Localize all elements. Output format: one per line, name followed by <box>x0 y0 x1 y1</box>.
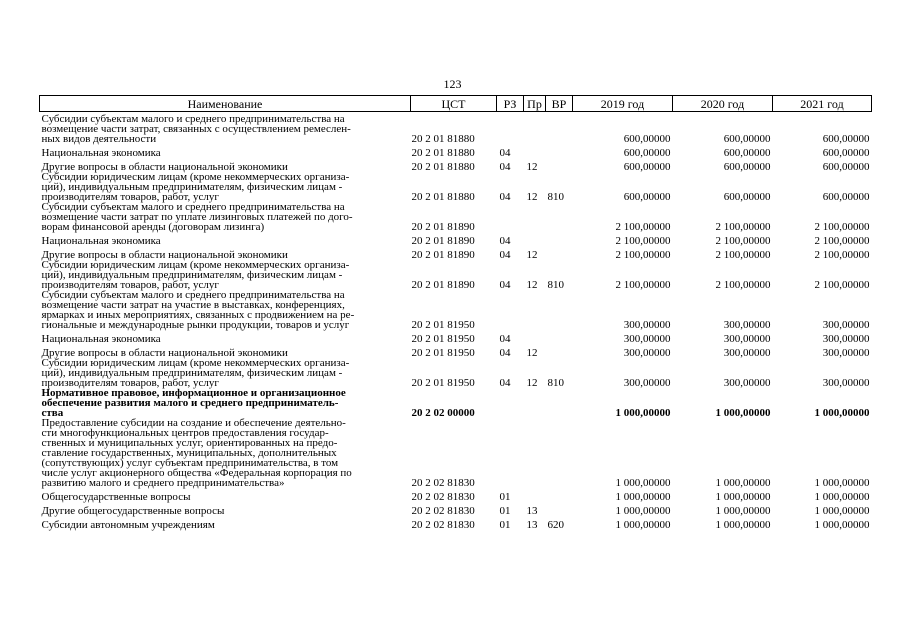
cell-2019: 2 100,00000 <box>615 249 671 261</box>
name-line: возмещение части затрат на участие в выставках, конференциях, <box>41 299 345 311</box>
name-line: (сопутствующих) услуг субъектам предпринимательства, в том <box>41 457 339 469</box>
cell-vr <box>546 488 573 502</box>
cell-name <box>40 158 411 172</box>
cell-pr <box>524 202 546 232</box>
table-row <box>40 344 872 358</box>
name-line: Субсидии юридическим лицам (кроме некоммерческих организа- <box>41 171 350 183</box>
cell-2019: 600,00000 <box>623 161 671 173</box>
cell-name <box>40 358 411 388</box>
cell-2021: 600,00000 <box>822 161 870 173</box>
cell-2021: 2 100,00000 <box>814 221 870 233</box>
header-name: Наименование <box>40 96 411 112</box>
name-line: Предоставление субсидии на создание и обеспечение деятельно- <box>41 417 346 429</box>
table-row <box>40 202 872 232</box>
cell-2021: 1 000,00000 <box>814 407 870 419</box>
cell-pr: 12 <box>526 347 538 359</box>
cell-2019: 300,00000 <box>623 319 671 331</box>
name-line: ных видов деятельности <box>41 133 157 145</box>
cell-2021: 1 000,00000 <box>814 477 870 489</box>
cell-2021: 300,00000 <box>822 377 870 389</box>
cell-vr <box>546 232 573 246</box>
name-line: Субсидии юридическим лицам (кроме некоммерческих организа- <box>41 357 350 369</box>
cell-rz <box>497 290 524 330</box>
cell-cst: 20 2 02 81830 <box>411 491 475 503</box>
table-row <box>40 358 872 388</box>
cell-rz: 04 <box>499 161 511 173</box>
cell-pr: 12 <box>526 249 538 261</box>
name-line: Национальная экономика <box>41 235 161 247</box>
cell-2021: 1 000,00000 <box>814 505 870 517</box>
cell-name <box>40 516 411 530</box>
cell-name <box>40 488 411 502</box>
name-line: обеспечение развития малого и среднего предприниматель- <box>41 397 339 409</box>
table-row <box>40 260 872 290</box>
cell-2021: 300,00000 <box>822 347 870 359</box>
name-line: Субсидии субъектам малого и среднего предпринимательства на <box>41 113 345 125</box>
cell-2019: 2 100,00000 <box>615 221 671 233</box>
cell-2019: 1 000,00000 <box>615 491 671 503</box>
cell-2019: 300,00000 <box>623 377 671 389</box>
name-line: Нормативное правовое, информационное и организационное <box>41 387 346 399</box>
cell-rz: 04 <box>499 147 511 159</box>
name-line: Общегосударственные вопросы <box>41 491 191 503</box>
cell-2019: 600,00000 <box>623 191 671 203</box>
cell-pr: 12 <box>526 377 538 389</box>
cell-2020: 1 000,00000 <box>715 491 771 503</box>
cell-rz: 04 <box>499 347 511 359</box>
table-row <box>40 516 872 530</box>
cell-rz: 04 <box>499 191 511 203</box>
name-line: Другие вопросы в области национальной экономики <box>41 249 288 261</box>
cell-2020: 600,00000 <box>723 133 771 145</box>
cell-vr <box>546 344 573 358</box>
cell-vr <box>546 112 573 145</box>
name-line: сти многофункциональных центров предоставления государ- <box>41 427 329 439</box>
cell-vr <box>546 418 573 488</box>
cell-2020: 1 000,00000 <box>715 477 771 489</box>
cell-name <box>40 232 411 246</box>
cell-rz: 04 <box>499 235 511 247</box>
cell-pr <box>524 330 546 344</box>
header-cst: ЦСТ <box>411 96 497 112</box>
cell-2021: 2 100,00000 <box>814 249 870 261</box>
cell-pr <box>524 418 546 488</box>
cell-vr <box>546 246 573 260</box>
cell-2021: 300,00000 <box>822 319 870 331</box>
cell-cst: 20 2 01 81890 <box>411 249 475 261</box>
name-line: Национальная экономика <box>41 147 161 159</box>
cell-rz <box>497 418 524 488</box>
cell-cst: 20 2 02 81830 <box>411 519 475 531</box>
cell-2019: 2 100,00000 <box>615 279 671 291</box>
name-line: производителям товаров, работ, услуг <box>41 279 219 291</box>
cell-2019: 300,00000 <box>623 333 671 345</box>
cell-rz: 04 <box>499 249 511 261</box>
cell-2021: 600,00000 <box>822 191 870 203</box>
cell-pr: 12 <box>526 279 538 291</box>
cell-2020: 600,00000 <box>723 161 771 173</box>
name-line: Субсидии юридическим лицам (кроме некоммерческих организа- <box>41 259 350 271</box>
cell-cst: 20 2 01 81950 <box>411 347 475 359</box>
cell-name <box>40 144 411 158</box>
cell-cst: 20 2 01 81890 <box>411 235 475 247</box>
header-row <box>40 96 872 112</box>
cell-vr <box>546 330 573 344</box>
cell-2021: 600,00000 <box>822 147 870 159</box>
cell-name <box>40 330 411 344</box>
cell-cst: 20 2 01 81880 <box>411 161 475 173</box>
cell-name <box>40 112 411 145</box>
cell-cst: 20 2 01 81890 <box>411 221 475 233</box>
cell-name <box>40 260 411 290</box>
cell-pr <box>524 144 546 158</box>
name-line: ворам финансовой аренды (договорам лизинга) <box>41 221 265 233</box>
cell-cst: 20 2 01 81890 <box>411 279 475 291</box>
cell-pr: 13 <box>526 519 538 531</box>
cell-2021: 1 000,00000 <box>814 519 870 531</box>
cell-pr: 12 <box>526 191 538 203</box>
cell-2020: 600,00000 <box>723 191 771 203</box>
name-line: Субсидии субъектам малого и среднего предпринимательства на <box>41 201 345 213</box>
cell-2019: 2 100,00000 <box>615 235 671 247</box>
name-line: производителям товаров, работ, услуг <box>41 191 219 203</box>
cell-vr <box>546 388 573 418</box>
name-line: ставление государственных, муниципальных, дополнительных <box>41 447 337 459</box>
cell-cst: 20 2 01 81880 <box>411 147 475 159</box>
cell-vr: 810 <box>547 191 564 203</box>
name-line: гиональные и международные рынки продукции, товаров и услуг <box>41 319 350 331</box>
cell-2021: 2 100,00000 <box>814 279 870 291</box>
cell-2019: 1 000,00000 <box>615 407 671 419</box>
cell-2019: 300,00000 <box>623 347 671 359</box>
name-line: ций), индивидуальным предпринимателям, физическим лицам - <box>41 269 343 281</box>
table-row <box>40 488 872 502</box>
cell-rz: 04 <box>499 279 511 291</box>
cell-cst: 20 2 01 81950 <box>411 319 475 331</box>
cell-2020: 300,00000 <box>723 347 771 359</box>
cell-rz: 04 <box>499 377 511 389</box>
cell-2021: 300,00000 <box>822 333 870 345</box>
name-line: ций), индивидуальным предпринимателям, физическим лицам - <box>41 367 343 379</box>
name-line: ства <box>41 407 64 419</box>
cell-2021: 2 100,00000 <box>814 235 870 247</box>
table-row <box>40 112 872 145</box>
name-line: числе услуг акционерного общества «Федеральная корпорация по <box>41 467 352 479</box>
name-line: ций), индивидуальным предпринимателям, физическим лицам - <box>41 181 343 193</box>
cell-cst: 20 2 01 81950 <box>411 377 475 389</box>
table-row <box>40 418 872 488</box>
cell-cst: 20 2 01 81880 <box>411 133 475 145</box>
cell-name <box>40 418 411 488</box>
header-2021: 2021 год <box>773 96 872 112</box>
cell-2020: 1 000,00000 <box>715 407 771 419</box>
cell-rz: 01 <box>499 519 511 531</box>
cell-2021: 1 000,00000 <box>814 491 870 503</box>
cell-rz: 01 <box>499 505 511 517</box>
cell-2019: 1 000,00000 <box>615 519 671 531</box>
name-line: Другие вопросы в области национальной экономики <box>41 161 288 173</box>
table-row <box>40 232 872 246</box>
cell-2019: 600,00000 <box>623 133 671 145</box>
name-line: развитию малого и среднего предпринимательства» <box>41 477 285 489</box>
header-vr: ВР <box>546 96 573 112</box>
cell-2019: 1 000,00000 <box>615 505 671 517</box>
cell-2020: 2 100,00000 <box>715 235 771 247</box>
table-row <box>40 290 872 330</box>
cell-2020: 2 100,00000 <box>715 249 771 261</box>
cell-vr <box>546 202 573 232</box>
name-line: производителям товаров, работ, услуг <box>41 377 219 389</box>
cell-name <box>40 172 411 202</box>
cell-vr <box>546 158 573 172</box>
table-row <box>40 172 872 202</box>
name-line: возмещение части затрат по уплате лизинговых платежей по дого- <box>41 211 353 223</box>
cell-2020: 300,00000 <box>723 319 771 331</box>
cell-rz <box>497 388 524 418</box>
cell-pr <box>524 388 546 418</box>
table-row <box>40 144 872 158</box>
page-number: 123 <box>443 77 462 91</box>
cell-2020: 1 000,00000 <box>715 505 771 517</box>
budget-table <box>39 95 872 530</box>
cell-cst: 20 2 02 00000 <box>411 407 475 419</box>
cell-2020: 300,00000 <box>723 333 771 345</box>
cell-cst: 20 2 01 81950 <box>411 333 475 345</box>
cell-rz: 01 <box>499 491 511 503</box>
cell-vr <box>546 144 573 158</box>
cell-vr <box>546 290 573 330</box>
cell-2020: 2 100,00000 <box>715 221 771 233</box>
name-line: Национальная экономика <box>41 333 161 345</box>
table-row <box>40 246 872 260</box>
cell-pr <box>524 290 546 330</box>
name-line: Субсидии автономным учреждениям <box>41 519 215 531</box>
cell-cst: 20 2 02 81830 <box>411 505 475 517</box>
table-body <box>40 112 872 531</box>
name-line: Другие вопросы в области национальной экономики <box>41 347 288 359</box>
cell-pr <box>524 232 546 246</box>
name-line: ственных и муниципальных услуг, ориентированных на предо- <box>41 437 338 449</box>
cell-rz: 04 <box>499 333 511 345</box>
cell-cst: 20 2 02 81830 <box>411 477 475 489</box>
cell-name <box>40 388 411 418</box>
cell-2020: 1 000,00000 <box>715 519 771 531</box>
table-row <box>40 330 872 344</box>
header-pr: Пр <box>524 96 546 112</box>
cell-name <box>40 202 411 232</box>
cell-rz <box>497 202 524 232</box>
cell-2021: 600,00000 <box>822 133 870 145</box>
cell-pr <box>524 488 546 502</box>
table-row <box>40 388 872 418</box>
cell-rz <box>497 112 524 145</box>
cell-2019: 600,00000 <box>623 147 671 159</box>
cell-vr: 810 <box>547 377 564 389</box>
cell-2020: 300,00000 <box>723 377 771 389</box>
cell-2020: 600,00000 <box>723 147 771 159</box>
cell-name <box>40 502 411 516</box>
name-line: ярмарках и иных мероприятиях, связанных с продвижением на ре- <box>41 309 355 321</box>
cell-vr <box>546 502 573 516</box>
header-rz: РЗ <box>497 96 524 112</box>
cell-cst: 20 2 01 81880 <box>411 191 475 203</box>
cell-pr: 13 <box>526 505 538 517</box>
cell-2019: 1 000,00000 <box>615 477 671 489</box>
cell-pr: 12 <box>526 161 538 173</box>
name-line: возмещение части затрат, связанных с осуществлением ремеслен- <box>41 123 351 135</box>
cell-vr: 620 <box>547 519 564 531</box>
cell-name <box>40 246 411 260</box>
cell-name <box>40 290 411 330</box>
cell-vr: 810 <box>547 279 564 291</box>
table-row <box>40 502 872 516</box>
name-line: Субсидии субъектам малого и среднего предпринимательства на <box>41 289 345 301</box>
cell-pr <box>524 112 546 145</box>
header-2020: 2020 год <box>673 96 773 112</box>
table-row <box>40 158 872 172</box>
header-2019: 2019 год <box>573 96 673 112</box>
name-line: Другие общегосударственные вопросы <box>41 505 225 517</box>
cell-2020: 2 100,00000 <box>715 279 771 291</box>
cell-name <box>40 344 411 358</box>
